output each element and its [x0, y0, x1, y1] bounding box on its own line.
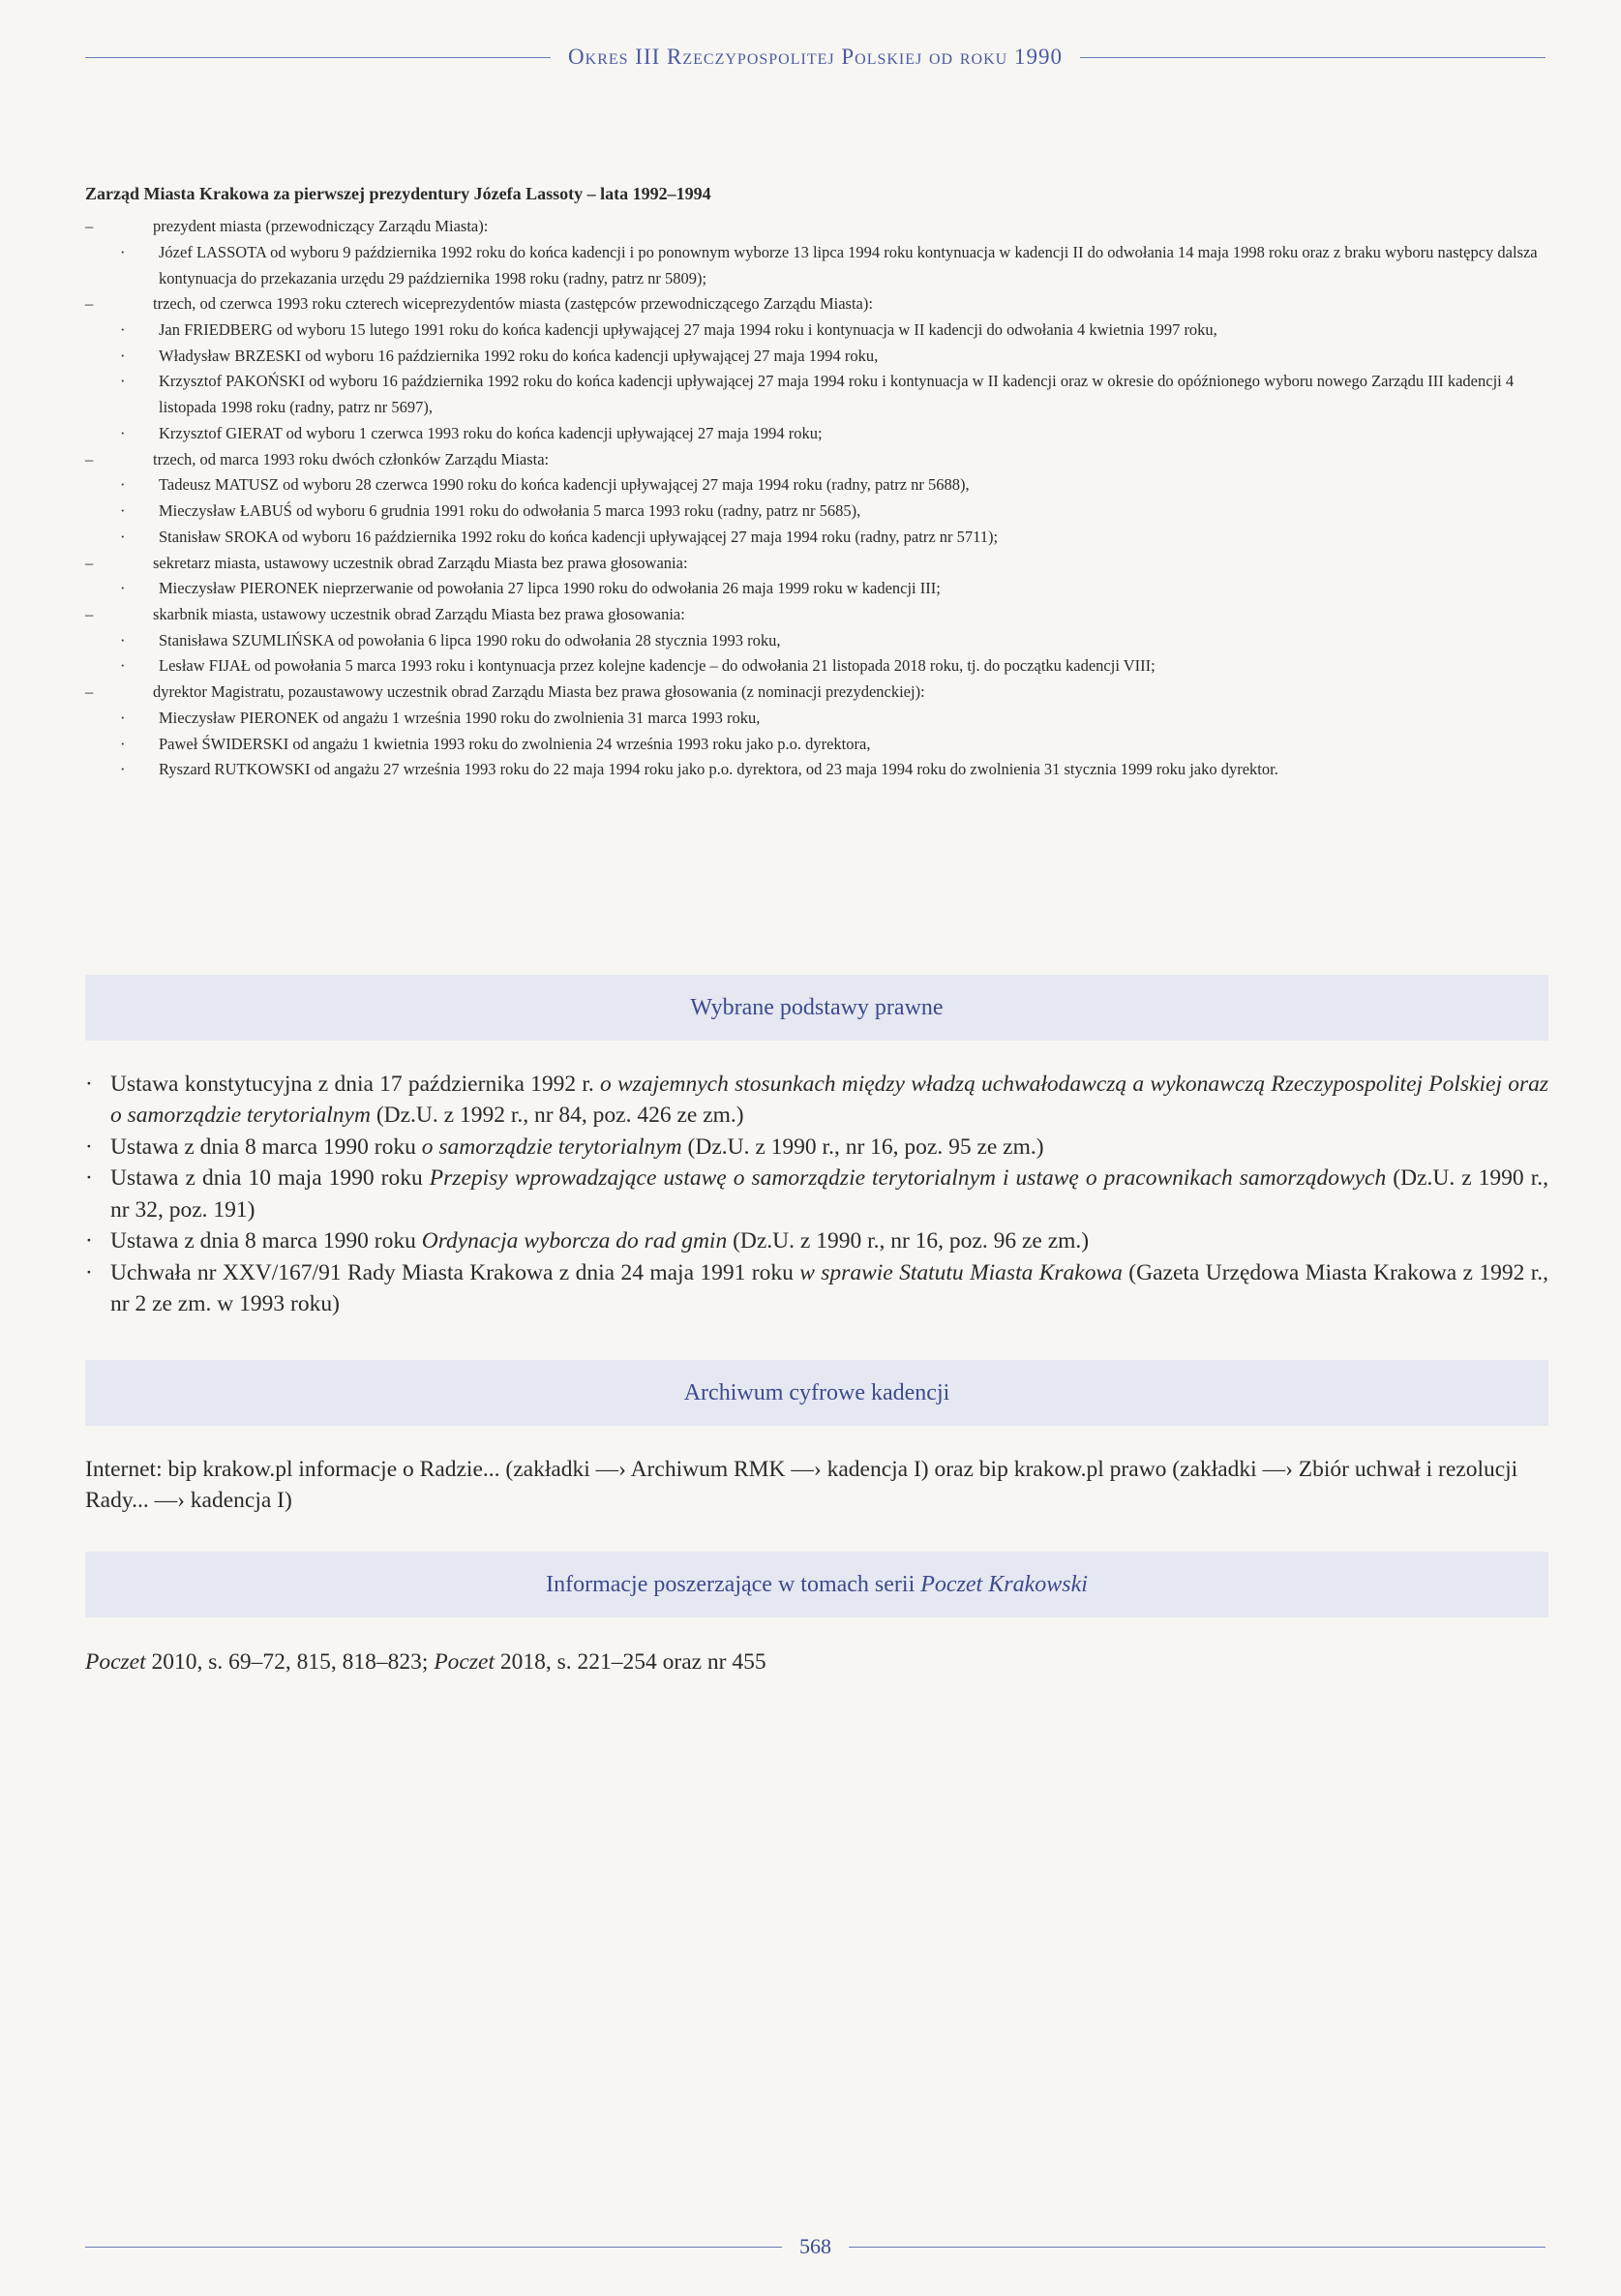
archive-text: Internet: bip krakow.pl informacje o Radzie... (zakładki —› Archiwum RMK —› kadencja I) oraz bip krakow.pl prawo (zakładki —› Zbiór uchwał i rezolucji Rady... —› kadencja I)	[85, 1457, 1518, 1514]
member-text: Jan FRIEDBERG od wyboru 15 lutego 1991 roku do końca kadencji upływającej 27 maja 1994 roku i kontynuacja w II kadencji do odwołania 4 kwietnia 1997 roku,	[159, 320, 1217, 340]
member-item	[85, 344, 1548, 370]
legal-item	[85, 1257, 1548, 1320]
members-list	[85, 472, 1548, 550]
legal-text	[110, 1225, 1548, 1256]
legal-text	[110, 1257, 1548, 1320]
header-rule-left	[85, 57, 551, 58]
bullet-marker: ·	[85, 1072, 93, 1097]
legal-act-name: Ustawa z dnia 8 marca 1990 roku	[110, 1133, 422, 1160]
roles-list	[85, 214, 1548, 783]
poczet-section-title	[546, 1572, 1088, 1598]
members-list	[85, 317, 1548, 447]
dash-marker: –	[85, 294, 94, 314]
legal-act-name: Ustawa z dnia 8 marca 1990 roku	[110, 1228, 422, 1254]
board-section	[85, 180, 1548, 783]
bullet-marker: ·	[120, 320, 126, 340]
poczet-section-header	[85, 1552, 1548, 1617]
role-label: trzech, od marca 1993 roku dwóch członków Zarządu Miasta:	[153, 449, 550, 468]
member-text: Stanisława SZUMLIŃSKA od powołania 6 lipca 1990 roku do odwołania 28 stycznia 1993 roku,	[159, 630, 781, 650]
member-item	[85, 472, 1548, 498]
legal-text	[110, 1132, 1548, 1163]
member-item	[85, 628, 1548, 654]
member-item	[85, 757, 1548, 783]
role-item	[85, 447, 1548, 473]
dash-marker: –	[85, 449, 94, 468]
bullet-marker: ·	[120, 475, 126, 495]
member-text: Mieczysław PIERONEK nieprzerwanie od powołania 27 lipca 1990 roku do odwołania 26 maja 1999 roku w kadencji III;	[159, 579, 941, 598]
member-text: Władysław BRZESKI od wyboru 16 października 1992 roku do końca kadencji upływającej 27 maja 1994 roku,	[159, 346, 879, 365]
role-label: dyrektor Magistratu, pozaustawowy uczestnik obrad Zarządu Miasta bez prawa głosowania (z nominacji prezydenckiej):	[153, 682, 925, 702]
poczet-title-prefix: Informacje poszerzające w tomach serii	[546, 1571, 921, 1597]
bullet-marker: ·	[120, 423, 126, 442]
legal-item	[85, 1225, 1548, 1256]
bullet-marker: ·	[120, 656, 126, 676]
header-rule-right	[1080, 57, 1546, 58]
legal-act-citation: (Dz.U. z 1990 r., nr 16, poz. 96 ze zm.)	[727, 1228, 1090, 1254]
bullet-marker: ·	[120, 527, 126, 546]
running-header	[85, 45, 1546, 70]
legal-section-title: Wybrane podstawy prawne	[690, 994, 944, 1020]
member-item	[85, 732, 1548, 758]
legal-act-citation: (Gazeta Urzędowa Miasta Krakowa z 1992 r., nr 2 ze zm. w 1993 roku)	[110, 1259, 1548, 1316]
members-list	[85, 628, 1548, 680]
poczet-ref-1: 2010, s. 69–72, 815, 818–823;	[145, 1649, 435, 1675]
role-label: trzech, od czerwca 1993 roku czterech wiceprezydentów miasta (zastępców przewodniczącego Zarządu Miasta):	[153, 294, 873, 314]
archive-section-title: Archiwum cyfrowe kadencji	[683, 1379, 950, 1405]
bullet-marker: ·	[85, 1259, 93, 1285]
member-text: Lesław FIJAŁ od powołania 5 marca 1993 roku i kontynuacja przez kolejne kadencje – do odwołania 21 listopada 2018 roku, tj. do początku kadencji VIII;	[159, 656, 1156, 676]
member-item	[85, 706, 1548, 732]
bullet-marker: ·	[85, 1228, 93, 1254]
role-item	[85, 680, 1548, 706]
legal-act-citation: (Dz.U. z 1990 r., nr 16, poz. 95 ze zm.)	[681, 1133, 1044, 1160]
bullet-marker: ·	[85, 1133, 93, 1160]
member-text: Józef LASSOTA od wyboru 9 października 1992 roku do końca kadencji i po ponownym wyborze 13 lipca 1994 roku kontynuacja w kadencji II do odwołania 14 maja 1998 roku oraz z braku wyboru następcy dalsza kontynuacja do przekazania urzędu 29 października 1998 roku (radny, patrz nr 5809);	[159, 242, 1538, 287]
role-label: prezydent miasta (przewodniczący Zarządu Miasta):	[153, 217, 489, 236]
legal-act-title: o samorządzie terytorialnym	[421, 1133, 682, 1160]
dash-marker: –	[85, 553, 94, 572]
member-text: Ryszard RUTKOWSKI od angażu 27 września 1993 roku do 22 maja 1994 roku jako p.o. dyrektora, od 23 maja 1994 roku do zwolnienia 31 stycznia 1999 roku jako dyrektor.	[159, 760, 1278, 779]
role-item	[85, 551, 1548, 577]
bullet-marker: ·	[85, 1165, 93, 1192]
footer-rule-left	[85, 2247, 782, 2248]
legal-item	[85, 1163, 1548, 1225]
dash-marker: –	[85, 217, 94, 236]
legal-act-name: Ustawa z dnia 10 maja 1990 roku	[110, 1165, 430, 1192]
poczet-ref-2: 2018, s. 221–254 oraz nr 455	[494, 1649, 766, 1675]
dash-marker: –	[85, 682, 94, 702]
running-header-title: Okres III Rzeczypospolitej Polskiej od roku 1990	[568, 45, 1063, 69]
page-number: 568	[799, 2234, 831, 2258]
members-list	[85, 706, 1548, 783]
bullet-marker: ·	[120, 242, 126, 261]
members-list	[85, 576, 1548, 602]
legal-item	[85, 1069, 1548, 1132]
bullet-marker: ·	[120, 760, 126, 779]
member-text: Mieczysław PIERONEK od angażu 1 września 1990 roku do zwolnienia 31 marca 1993 roku,	[159, 708, 761, 727]
legal-act-name: Ustawa konstytucyjna z dnia 17 października 1992 r.	[110, 1072, 600, 1097]
legal-act-title: Ordynacja wyborcza do rad gmin	[421, 1228, 728, 1254]
legal-text	[110, 1163, 1548, 1225]
role-label: skarbnik miasta, ustawowy uczestnik obrad Zarządu Miasta bez prawa głosowania:	[153, 604, 685, 623]
bullet-marker: ·	[120, 372, 126, 391]
poczet-title-italic: Poczet Krakowski	[920, 1571, 1088, 1597]
member-item	[85, 421, 1548, 447]
page-footer	[85, 2234, 1546, 2259]
member-item	[85, 525, 1548, 551]
member-item	[85, 498, 1548, 525]
member-text: Krzysztof PAKOŃSKI od wyboru 16 października 1992 roku do końca kadencji upływającej 27 maja 1994 roku i kontynuacja w II kadencji oraz w okresie do opóźnionego wyboru nowego Zarządu III kadencji 4 listopada 1998 roku (radny, patrz nr 5697),	[159, 372, 1515, 417]
legal-text	[110, 1069, 1548, 1132]
member-item	[85, 317, 1548, 344]
legal-act-title: o wzajemnych stosunkach między władzą uchwałodawczą a wykonawczą Rzeczypospolitej Polskiej oraz o samorządzie terytorialnym	[110, 1072, 1548, 1129]
legal-basis-list	[85, 1069, 1548, 1319]
legal-item	[85, 1132, 1548, 1163]
member-text: Krzysztof GIERAT od wyboru 1 czerwca 1993 roku do końca kadencji upływającej 27 maja 1994 roku;	[159, 423, 823, 442]
board-title: Zarząd Miasta Krakowa za pierwszej prezydentury Józefa Lassoty – lata 1992–1994	[85, 184, 711, 203]
archive-section-header	[85, 1360, 1548, 1426]
bullet-marker: ·	[120, 346, 126, 365]
member-item	[85, 576, 1548, 602]
member-text: Paweł ŚWIDERSKI od angażu 1 kwietnia 1993 roku do zwolnienia 24 września 1993 roku jako p.o. dyrektora,	[159, 734, 871, 753]
legal-section-header	[85, 975, 1548, 1041]
bullet-marker: ·	[120, 630, 126, 650]
legal-act-citation: (Dz.U. z 1990 r., nr 32, poz. 191)	[110, 1165, 1548, 1223]
bullet-marker: ·	[120, 708, 126, 727]
role-label: sekretarz miasta, ustawowy uczestnik obrad Zarządu Miasta bez prawa głosowania:	[153, 553, 688, 572]
bullet-marker: ·	[120, 579, 126, 598]
role-item	[85, 214, 1548, 240]
members-list	[85, 240, 1548, 291]
legal-act-name: Uchwała nr XXV/167/91 Rady Miasta Krakowa z dnia 24 maja 1991 roku	[110, 1259, 800, 1285]
footer-rule-right	[849, 2247, 1546, 2248]
dash-marker: –	[85, 604, 94, 623]
role-item	[85, 602, 1548, 628]
poczet-references	[85, 1649, 1548, 1676]
member-text: Stanisław SROKA od wyboru 16 października 1992 roku do końca kadencji upływającej 27 maja 1994 roku (radny, patrz nr 5711);	[159, 527, 999, 546]
bullet-marker: ·	[120, 734, 126, 753]
member-item	[85, 369, 1548, 420]
member-text: Mieczysław ŁABUŚ od wyboru 6 grudnia 1991 roku do odwołania 5 marca 1993 roku (radny, patrz nr 5685),	[159, 501, 861, 521]
legal-act-title: Przepisy wprowadzające ustawę o samorządzie terytorialnym i ustawę o pracownikach samorządowych	[429, 1165, 1387, 1192]
legal-act-citation: (Dz.U. z 1992 r., nr 84, poz. 426 ze zm.)	[370, 1103, 744, 1129]
legal-act-title: w sprawie Statutu Miasta Krakowa	[799, 1259, 1123, 1285]
member-text: Tadeusz MATUSZ od wyboru 28 czerwca 1990 roku do końca kadencji upływającej 27 maja 1994 roku (radny, patrz nr 5688),	[159, 475, 970, 495]
poczet-ref-2-title: Poczet	[434, 1649, 495, 1675]
poczet-ref-1-title: Poczet	[85, 1649, 146, 1675]
member-item	[85, 240, 1548, 291]
role-item	[85, 291, 1548, 317]
member-item	[85, 653, 1548, 680]
bullet-marker: ·	[120, 501, 126, 521]
